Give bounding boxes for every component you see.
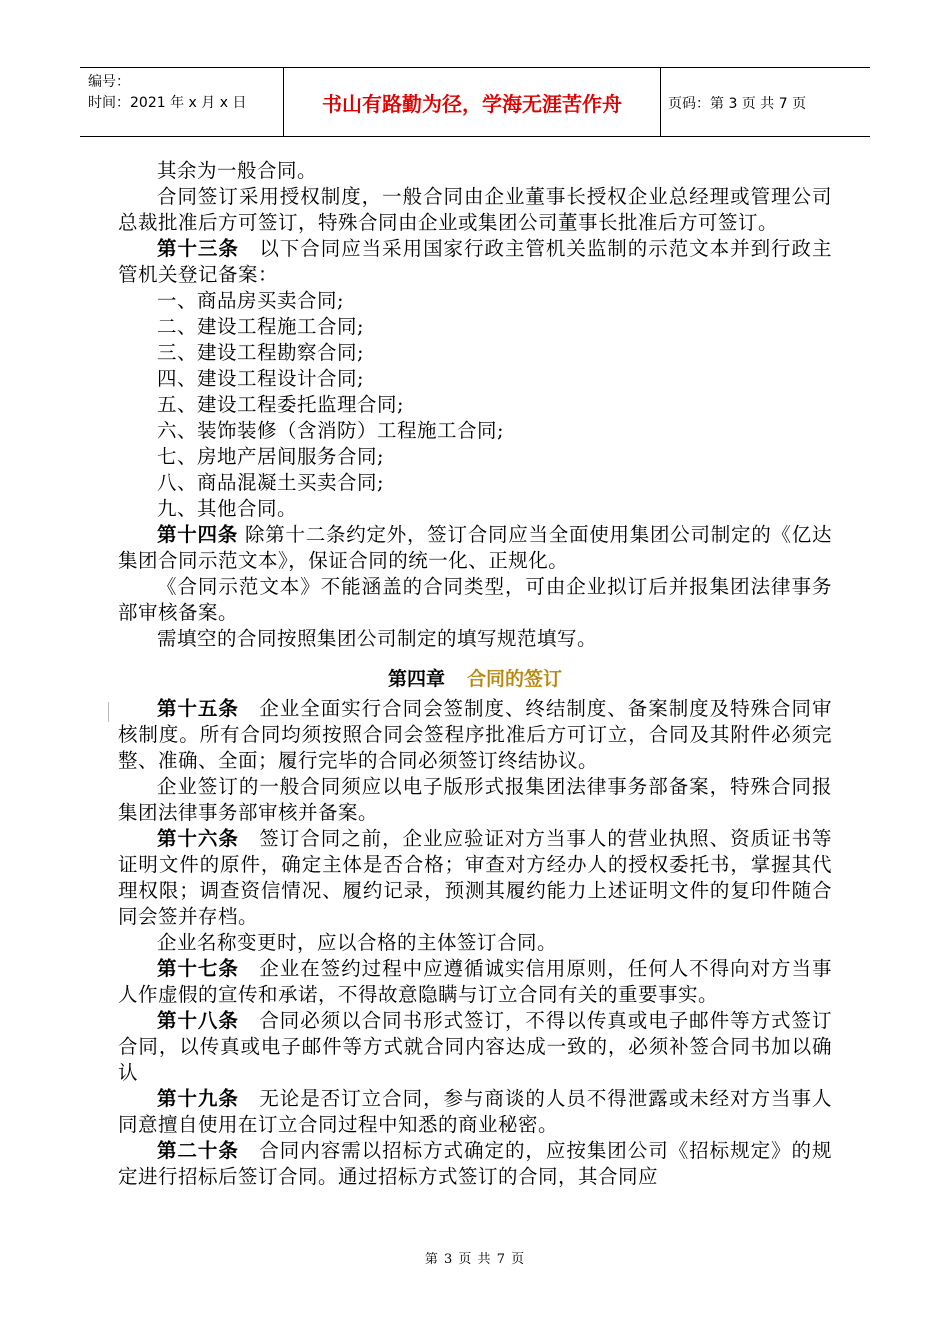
- paragraph: [118, 522, 832, 574]
- article-number: 第十八条: [157, 1009, 239, 1032]
- article-number: 第十三条: [157, 237, 239, 260]
- paragraph: [118, 1138, 832, 1190]
- header-left: [88, 72, 246, 114]
- paragraph-text: 合同内容需以招标方式确定的，应按集团公司《招标规定》的规定进行招标后签订合同。通过招标方式签订的合同，其合同应: [118, 1139, 832, 1188]
- paragraph-text: 合同签订采用授权制度，一般合同由企业董事长授权企业总经理或管理公司总裁批准后方可签订，特殊合同由企业或集团公司董事长批准后方可签订。: [118, 185, 832, 234]
- paragraph-text: 无论是否订立合同，参与商谈的人员不得泄露或未经对方当事人同意擅自使用在订立合同过程中知悉的商业秘密。: [118, 1087, 832, 1136]
- paragraph-text: 企业名称变更时，应以合格的主体签订合同。: [157, 931, 558, 954]
- chapter-heading: [118, 666, 832, 692]
- paragraph: [118, 930, 832, 956]
- paragraph-text: 除第十二条约定外，签订合同应当全面使用集团公司制定的《亿达集团合同示范文本》，保证合同的统一化、正规化。: [118, 523, 832, 572]
- chapter-number: 第四章: [387, 668, 445, 690]
- document-time-label: 时间：2021 年 x 月 x 日: [88, 95, 247, 111]
- paragraph: [118, 626, 832, 652]
- paragraph: [118, 340, 832, 366]
- paragraph: [118, 418, 832, 444]
- paragraph-text: 二、建设工程施工合同;: [157, 315, 365, 338]
- paragraph: [118, 366, 832, 392]
- document-number-label: 编号：: [88, 74, 130, 90]
- document-body: [118, 158, 832, 1190]
- paragraph-text: 企业在签约过程中应遵循诚实信用原则，任何人不得向对方当事人作虚假的宣传和承诺，不得故意隐瞒与订立合同有关的重要事实。: [118, 957, 832, 1006]
- paragraph-text: 以下合同应当采用国家行政主管机关监制的示范文本并到行政主管机关登记备案：: [118, 237, 832, 286]
- paragraph-text: 八、商品混凝土买卖合同;: [157, 471, 385, 494]
- paragraph-text: 需填空的合同按照集团公司制定的填写规范填写。: [157, 627, 598, 650]
- paragraph: [118, 696, 832, 774]
- header-motto: 书山有路勤为径，学海无涯苦作舟: [283, 68, 661, 136]
- paragraph-text: 六、装饰装修（含消防）工程施工合同;: [157, 419, 505, 442]
- paragraph: [118, 826, 832, 930]
- paragraph: [118, 392, 832, 418]
- paragraph: [118, 236, 832, 288]
- paragraph: [118, 1086, 832, 1138]
- paragraph-text: 签订合同之前，企业应验证对方当事人的营业执照、资质证书等证明文件的原件，确定主体是否合格；审查对方经办人的授权委托书，掌握其代理权限；调查资信情况、履约记录，预测其履约能力上述证明文件的复印件随合同会签并存档。: [118, 827, 832, 928]
- paragraph: [118, 288, 832, 314]
- header-page-label: 页码：第 3 页 共 7 页: [668, 96, 807, 112]
- paragraph: [118, 496, 832, 522]
- paragraph-text: 七、房地产居间服务合同;: [157, 445, 385, 468]
- page-header: [80, 67, 870, 137]
- paragraph: [118, 1008, 832, 1086]
- paragraph-text: 三、建设工程勘察合同;: [157, 341, 365, 364]
- paragraph: [118, 470, 832, 496]
- paragraph-text: 其余为一般合同。: [157, 159, 318, 182]
- paragraph-text: 四、建设工程设计合同;: [157, 367, 365, 390]
- paragraph-text: 企业签订的一般合同须应以电子版形式报集团法律事务部备案，特殊合同报集团法律事务部审核并备案。: [118, 775, 832, 824]
- section-chapter-four: [118, 696, 832, 1190]
- page-footer: 第 3 页 共 7 页: [424, 1252, 526, 1267]
- article-number: 第十九条: [157, 1087, 239, 1110]
- paragraph-text: 五、建设工程委托监理合同;: [157, 393, 405, 416]
- paragraph: [118, 184, 832, 236]
- paragraph-text: 企业全面实行合同会签制度、终结制度、备案制度及特殊合同审核制度。所有合同均须按照合同会签程序批准后方可订立，合同及其附件必须完整、准确、全面；履行完毕的合同必须签订终结协议。: [118, 697, 832, 772]
- article-number: 第十七条: [157, 957, 239, 980]
- paragraph: [118, 956, 832, 1008]
- section-before-chapter: [118, 158, 832, 652]
- article-number: 第二十条: [157, 1139, 239, 1162]
- article-number: 第十六条: [157, 827, 239, 850]
- paragraph: [118, 314, 832, 340]
- paragraph: [118, 574, 832, 626]
- paragraph-text: 《合同示范文本》不能涵盖的合同类型，可由企业拟订后并报集团法律事务部审核备案。: [118, 575, 832, 624]
- chapter-title: 合同的签订: [467, 668, 563, 690]
- article-number: 第十五条: [157, 697, 239, 720]
- paragraph-text: 一、商品房买卖合同;: [157, 289, 345, 312]
- paragraph: [118, 158, 832, 184]
- chapter-margin-mark: [108, 702, 109, 722]
- paragraph-text: 九、其他合同。: [157, 497, 298, 520]
- paragraph: [118, 444, 832, 470]
- article-number: 第十四条: [157, 523, 239, 546]
- paragraph-text: 合同必须以合同书形式签订，不得以传真或电子邮件等方式签订合同，以传真或电子邮件等方式就合同内容达成一致的，必须补签合同书加以确认: [118, 1009, 832, 1084]
- paragraph: [118, 774, 832, 826]
